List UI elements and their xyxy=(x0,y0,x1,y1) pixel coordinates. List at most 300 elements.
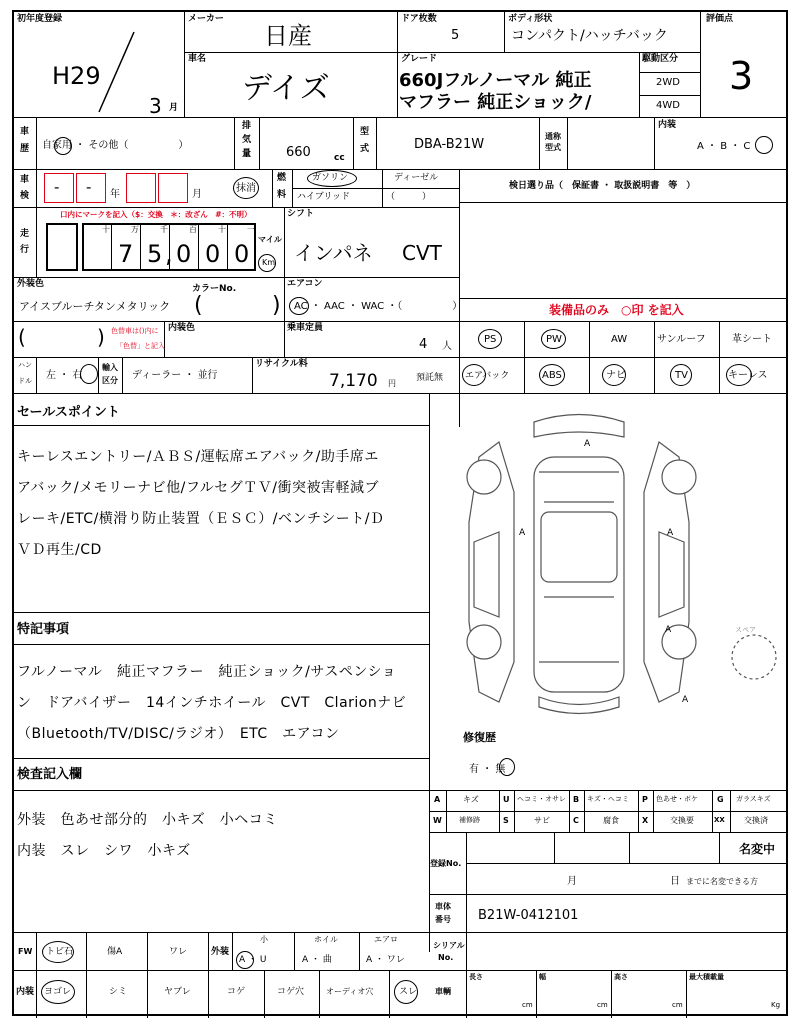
aircon-value: AC ・ AAC ・ WAC ・（ ） xyxy=(294,301,463,312)
rule xyxy=(499,790,500,832)
rule xyxy=(719,321,720,393)
rule xyxy=(466,863,786,864)
rule xyxy=(14,758,429,759)
rule xyxy=(234,117,235,169)
damage-mark: A xyxy=(682,695,689,705)
interior-item: コゲ穴 xyxy=(277,987,305,997)
drive-label: 駆動区分 xyxy=(642,54,679,64)
rule xyxy=(567,117,568,169)
grade-line1: 660Jフルノーマル 純正 xyxy=(399,70,592,91)
place-label: 万 xyxy=(131,225,139,234)
shift-type: CVT xyxy=(402,241,442,265)
rule xyxy=(459,298,786,299)
legend-code: U xyxy=(503,795,510,804)
rule xyxy=(98,357,99,393)
equipment-sunroof: サンルーフ xyxy=(657,334,706,345)
model-value: DBA-B21W xyxy=(414,137,485,152)
inspection-notes-text xyxy=(17,805,278,867)
selection-circle xyxy=(54,137,72,155)
car-name-value: デイズ xyxy=(242,71,330,106)
selection-circle xyxy=(602,364,626,386)
legend-code: C xyxy=(573,816,579,825)
rule xyxy=(147,970,148,1018)
rule xyxy=(122,357,123,393)
displacement-label: 排 xyxy=(242,121,252,131)
score-label: 評価点 xyxy=(706,14,734,24)
selection-circle xyxy=(289,297,309,315)
equipment-ps: PS xyxy=(484,334,497,345)
mileage-digit: 5 xyxy=(147,240,163,268)
rule xyxy=(184,52,700,53)
rule xyxy=(653,790,654,832)
sales-point-line: アバック/メモリーナビ他/フルセグＴＶ/衝突被害軽減ブ xyxy=(17,480,379,496)
legend-code: P xyxy=(642,795,648,804)
dimension-height: 高さ xyxy=(614,973,628,981)
rule xyxy=(639,72,700,73)
interior-item: オーディオ穴 xyxy=(326,987,374,996)
fuel-gasoline: ガソリン xyxy=(312,173,349,183)
dimension-unit: cm xyxy=(597,1001,608,1009)
rule xyxy=(589,321,590,393)
inspection-note-line: 内装 スレ シワ 小キズ xyxy=(17,843,191,859)
damage-mark: A xyxy=(584,439,591,449)
fuel-other: （ ） xyxy=(386,192,432,202)
rule xyxy=(14,117,786,118)
rule xyxy=(629,832,630,863)
rule xyxy=(227,225,228,269)
grade-label: グレード xyxy=(401,54,438,64)
recycle-label: リサイクル料 xyxy=(255,359,308,369)
legend-desc: ヘコミ・オサレ xyxy=(517,795,566,803)
exterior-small: 小 xyxy=(260,935,268,944)
mileage-digit-box xyxy=(46,223,78,271)
color-change-note: 色替車は()内に xyxy=(111,327,159,335)
fw-item: ワレ xyxy=(169,947,188,957)
mileage-digit: 0 xyxy=(234,240,250,268)
inspection-month-unit: 月 xyxy=(192,189,202,200)
sales-points-title: セールスポイント xyxy=(17,405,120,420)
rule xyxy=(466,970,467,1018)
fw-label: FW xyxy=(18,947,33,956)
fuel-label: 料 xyxy=(277,190,287,200)
doors-label: ドア枚数 xyxy=(401,14,437,24)
selection-circle xyxy=(41,980,75,1004)
rule xyxy=(208,932,209,970)
legend-desc: キズ xyxy=(463,795,479,804)
rule xyxy=(639,95,700,96)
rule xyxy=(198,225,199,269)
rule xyxy=(524,321,525,393)
sales-point-line: ＶＤ再生/CD xyxy=(17,542,102,558)
special-note-line: （Bluetooth/TV/DISC/ラジオ） ETC エアコン xyxy=(17,726,340,742)
dimension-max-load: 最大積載量 xyxy=(689,973,724,981)
displacement-unit: cc xyxy=(334,153,345,163)
dimension-unit: cm xyxy=(672,1001,683,1009)
rule xyxy=(252,357,253,393)
paren-left: ( xyxy=(194,293,203,318)
special-note-line: フルノーマル 純正マフラー 純正ショック/サスペンショ xyxy=(17,664,397,680)
rule xyxy=(654,321,655,393)
capacity-label: 乗車定員 xyxy=(287,323,324,333)
displacement-label: 気 xyxy=(242,135,252,145)
selection-circle xyxy=(670,364,692,386)
legend-desc: 交換済 xyxy=(744,816,768,825)
spare-label: スペア xyxy=(735,626,756,634)
inspection-year-box: - xyxy=(76,173,106,203)
special-note-line: ン ドアバイザー 14インチホイール CVT Clarionナビ xyxy=(17,695,407,711)
exterior-row-label: 外装 xyxy=(211,947,230,957)
month-unit: 月 xyxy=(169,103,179,113)
vin-label: 番号 xyxy=(435,915,451,924)
maker-value: 日産 xyxy=(264,22,312,50)
deadline-month: 月 xyxy=(567,876,577,887)
rule xyxy=(584,790,585,832)
wheel xyxy=(467,625,501,659)
shift-position: インパネ xyxy=(294,241,373,265)
rule xyxy=(712,790,713,832)
rule xyxy=(14,277,459,278)
grade-line2: マフラー 純正ショック/ xyxy=(399,92,592,113)
rule xyxy=(700,12,701,117)
rule xyxy=(36,169,37,207)
fuel-hybrid: ハイブリッド xyxy=(297,192,351,202)
common-model-label: 型式 xyxy=(545,143,561,152)
rule xyxy=(638,790,639,832)
legend-code: S xyxy=(503,816,509,825)
rule xyxy=(36,357,37,393)
serial-label: シリアル xyxy=(433,941,465,950)
selection-circle xyxy=(258,254,276,272)
sales-point-line: レーキ/ETC/横滑り防止装置（ＥＳＣ）/ベンチシート/Ｄ xyxy=(17,511,385,527)
rule xyxy=(259,117,260,169)
rule xyxy=(14,207,459,208)
car-roof xyxy=(541,512,617,582)
rule xyxy=(639,52,640,117)
legend-code: A xyxy=(434,795,441,804)
common-model-label: 通称 xyxy=(545,132,561,141)
legend-code: X xyxy=(642,816,649,825)
model-label: 式 xyxy=(360,144,370,154)
displacement-label: 量 xyxy=(242,149,252,159)
exterior-aero: エアロ xyxy=(374,935,398,944)
import-value: ディーラー ・ 並行 xyxy=(132,370,218,381)
repair-label: 修復歴 xyxy=(463,731,496,744)
dimension-width: 幅 xyxy=(539,973,546,981)
rule xyxy=(686,970,687,1018)
exterior-color-value: アイスブルーチタンメタリック xyxy=(19,300,171,313)
model-label: 型 xyxy=(360,127,370,137)
wheel xyxy=(467,460,501,494)
rule xyxy=(14,612,429,613)
history-label: 車 xyxy=(20,127,30,137)
car-top-body xyxy=(534,457,624,692)
rule xyxy=(14,970,786,971)
mileage-unit-mile: マイル xyxy=(258,235,282,244)
wheel xyxy=(662,460,696,494)
score-value: 3 xyxy=(729,54,754,98)
exterior-wheel-opts: A ・ 曲 xyxy=(302,955,332,965)
rule xyxy=(164,321,165,357)
rule xyxy=(14,790,429,791)
legend-desc: 色あせ・ボケ xyxy=(656,795,698,803)
rule xyxy=(504,12,505,52)
damage-mark: A xyxy=(665,625,672,635)
rule xyxy=(536,970,537,1018)
selection-circle xyxy=(499,758,515,776)
rule xyxy=(294,932,295,970)
legend-code: XX xyxy=(714,816,725,824)
recycle-unit: 円 xyxy=(388,379,396,388)
mileage-unit-km: Km xyxy=(262,258,276,267)
color-no-label: カラーNo. xyxy=(192,284,237,294)
equipment-header: 装備品のみ ○印 を記入 xyxy=(549,303,684,317)
legend-desc: 腐食 xyxy=(603,816,619,825)
rule xyxy=(140,225,141,269)
dimensions-label: 車輌 xyxy=(435,987,451,996)
rule xyxy=(86,970,87,1018)
documents-label: 検日選り品（ 保証書 ・ 取扱説明書 等 ） xyxy=(509,181,696,191)
rule xyxy=(184,12,185,117)
rule xyxy=(397,12,398,117)
equipment-aw: AW xyxy=(611,334,628,345)
mileage-digit: 0 xyxy=(205,240,221,268)
paren-right: ) xyxy=(97,325,105,349)
paren-left: ( xyxy=(18,325,26,349)
rule xyxy=(611,970,612,1018)
import-label: 輸入 xyxy=(102,363,118,372)
selection-circle xyxy=(80,364,98,384)
inspection-status: 抹消 xyxy=(236,183,256,194)
mileage-digit: 7 xyxy=(118,240,134,268)
special-notes-title: 特記事項 xyxy=(17,622,70,637)
rule xyxy=(429,811,786,812)
selection-circle xyxy=(236,951,254,969)
selection-circle xyxy=(462,364,486,386)
aircon-label: エアコン xyxy=(287,279,323,289)
interior-item: ヨゴレ xyxy=(44,987,72,997)
rule xyxy=(232,932,233,970)
rule xyxy=(264,970,265,1018)
interior-item: スレ xyxy=(399,987,418,997)
sales-point-line: キーレスエントリー/ＡＢＳ/運転席エアバック/助手席エ xyxy=(17,449,379,465)
legend-desc: サビ xyxy=(534,816,550,825)
sales-points-text xyxy=(17,442,384,566)
exterior-small-opts: A ・ U xyxy=(239,955,267,965)
fw-item: トビ石 xyxy=(46,947,74,957)
inspection-label: 検 xyxy=(20,191,30,201)
rule xyxy=(14,321,786,322)
inspection-month-box xyxy=(158,173,188,203)
drive-4wd: 4WD xyxy=(656,100,680,111)
dimension-length: 長さ xyxy=(469,973,483,981)
drive-2wd: 2WD xyxy=(656,77,680,88)
rule xyxy=(459,202,786,203)
selection-circle xyxy=(541,329,566,349)
car-damage-diagram xyxy=(439,402,784,737)
rule xyxy=(654,117,655,169)
equipment-pw: PW xyxy=(546,334,562,345)
rule xyxy=(376,117,377,169)
deadline-note: までに名変できる方 xyxy=(686,877,758,886)
rule xyxy=(569,790,570,832)
interior-item: コゲ xyxy=(227,987,246,997)
rule xyxy=(382,169,383,207)
exterior-aero-opts: A ・ ワレ xyxy=(366,955,405,965)
selection-circle xyxy=(478,329,502,349)
rule xyxy=(36,207,37,277)
selection-circle xyxy=(539,364,565,386)
legend-desc: キズ・ヘコミ xyxy=(587,795,629,803)
spare-tire xyxy=(732,635,776,679)
rule xyxy=(284,277,285,321)
interior-row-label: 内装 xyxy=(16,987,35,997)
displacement-value: 660 xyxy=(286,145,311,160)
recycle-value: 7,170 xyxy=(329,371,378,391)
interior-color-label: 内装色 xyxy=(168,323,196,333)
legend-desc: ガラスキズ xyxy=(736,795,771,803)
rule xyxy=(14,393,786,394)
place-label: 十 xyxy=(102,225,110,234)
interior-grade-value: A ・ B ・ C xyxy=(697,141,751,152)
color-change-note: 「色替」と記入 xyxy=(116,342,165,350)
inspection-notes-title: 検査記入欄 xyxy=(17,767,83,782)
serial-label: No. xyxy=(438,953,454,962)
interior-grade-label: 内装 xyxy=(658,120,677,130)
legend-desc: 補修跡 xyxy=(459,816,480,824)
rule xyxy=(719,832,720,863)
capacity-value: 4 xyxy=(419,337,428,352)
inspection-year-unit: 年 xyxy=(110,189,120,200)
handle-label: ハン xyxy=(18,361,32,369)
registration-month: 3 xyxy=(149,94,162,118)
car-front-view xyxy=(534,415,624,438)
car-rear-view xyxy=(539,697,619,714)
rule xyxy=(14,169,786,170)
rule xyxy=(514,790,515,832)
damage-mark: A xyxy=(667,528,674,538)
legend-code: W xyxy=(433,816,442,825)
rule xyxy=(429,790,786,791)
inspection-note-line: 外装 色あせ部分的 小キズ 小ヘコミ xyxy=(17,812,278,828)
rule xyxy=(353,117,354,169)
rule xyxy=(429,894,786,895)
rule xyxy=(429,932,786,933)
rule xyxy=(14,644,429,645)
selection-circle xyxy=(233,177,259,199)
equipment-tv: TV xyxy=(675,370,688,381)
inspection-year-box: - xyxy=(44,173,74,203)
auction-sheet xyxy=(12,10,788,1016)
vin-value: B21W-0412101 xyxy=(478,908,579,923)
equipment-leather: 革シート xyxy=(732,334,772,345)
equipment-abs: ABS xyxy=(542,370,562,381)
registration-year: H29 xyxy=(52,62,101,90)
rule xyxy=(389,970,390,1018)
rule xyxy=(554,832,555,863)
body-type-value: コンパクト/ハッチバック xyxy=(511,28,668,44)
dimension-unit: cm xyxy=(522,1001,533,1009)
body-type-label: ボディ形状 xyxy=(508,14,553,24)
paren-right: ) xyxy=(272,293,281,318)
place-label: 十 xyxy=(218,225,226,234)
rule xyxy=(111,225,112,269)
repair-value: 有 ・ 無 xyxy=(469,764,506,775)
rule xyxy=(319,970,320,1018)
rule xyxy=(429,393,430,952)
selection-circle xyxy=(755,136,773,154)
registration-label: 初年度登録 xyxy=(17,14,63,24)
selection-circle xyxy=(42,941,74,963)
rule xyxy=(284,207,285,277)
rule xyxy=(359,932,360,970)
equipment-airbag: エアバック xyxy=(465,371,510,381)
damage-mark: A xyxy=(519,528,526,538)
mileage-label: 走 xyxy=(20,229,30,239)
selection-circle xyxy=(307,170,357,187)
rule xyxy=(272,169,273,207)
recycle-deposit: 預託無 xyxy=(416,373,444,383)
rule xyxy=(36,117,37,169)
legend-code: B xyxy=(573,795,580,804)
history-label: 歴 xyxy=(20,144,30,154)
rule xyxy=(208,970,209,1018)
rule xyxy=(284,321,285,357)
slash-mark xyxy=(94,27,174,117)
doors-value: 5 xyxy=(451,28,460,43)
fuel-label: 燃 xyxy=(277,173,287,183)
rule xyxy=(730,790,731,832)
shift-label: シフト xyxy=(287,209,315,219)
fuel-diesel: ディーゼル xyxy=(394,173,439,183)
handle-value: 左 ・ 右 xyxy=(46,370,83,381)
vin-label: 車体 xyxy=(435,902,451,911)
special-notes-text xyxy=(17,657,406,750)
handle-label: ドル xyxy=(18,377,32,385)
place-label: 百 xyxy=(189,225,197,234)
fw-item: 傷A xyxy=(107,947,123,957)
place-label: 一 xyxy=(247,225,255,234)
mileage-label: 行 xyxy=(20,245,30,255)
mileage-note: 口内にマークを記入（$：交換 ＊：改ざん #：不明） xyxy=(60,210,252,219)
registration-no-label: 登録No. xyxy=(430,859,462,868)
dimension-unit: Kg xyxy=(771,1001,781,1009)
deadline-day: 日 xyxy=(670,876,680,887)
equipment-keyless: キーレス xyxy=(728,370,768,381)
selection-circle xyxy=(394,980,418,1004)
legend-desc: 交換要 xyxy=(670,816,694,825)
place-label: 千 xyxy=(160,225,168,234)
inspection-month-box xyxy=(126,173,156,203)
maker-label: メーカー xyxy=(188,14,224,24)
rule xyxy=(539,117,540,169)
interior-item: シミ xyxy=(109,987,128,997)
rule xyxy=(14,932,429,933)
rule xyxy=(147,932,148,970)
mileage-comma: , xyxy=(165,240,173,268)
rule xyxy=(466,894,467,932)
rule xyxy=(14,357,786,358)
name-change-status: 名変中 xyxy=(739,842,776,856)
equipment-navi: ナビ xyxy=(606,370,626,381)
capacity-unit: 人 xyxy=(442,341,452,352)
selection-circle xyxy=(726,364,752,386)
rule xyxy=(14,425,429,426)
car-name-label: 車名 xyxy=(188,54,207,64)
rule xyxy=(446,790,447,832)
mileage-digit: 0 xyxy=(176,240,192,268)
exterior-color-label: 外装色 xyxy=(17,279,45,289)
rule xyxy=(292,188,459,189)
